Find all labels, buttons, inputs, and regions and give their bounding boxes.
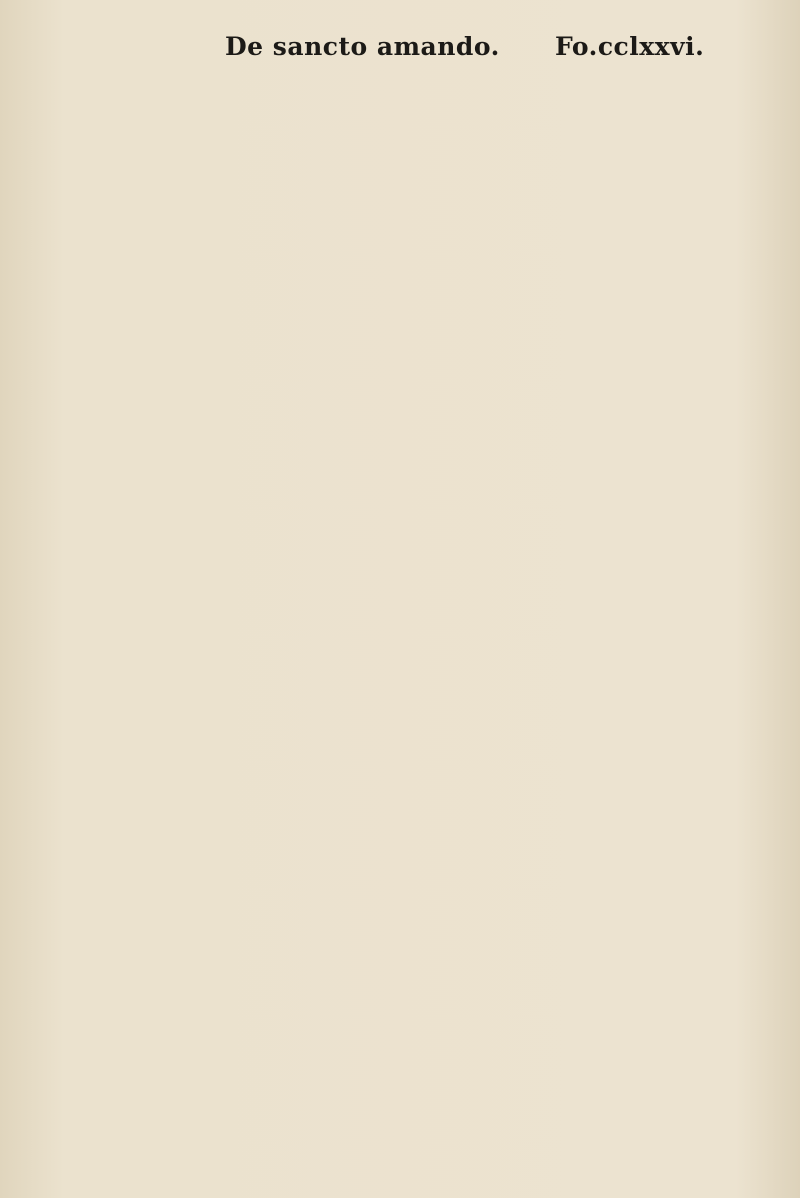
text-column-left [62, 73, 358, 1153]
text-column-right [363, 73, 659, 1153]
page-header [0, 30, 800, 70]
folio-number: Fo.cclxxvi. [555, 32, 705, 61]
running-head: De sancto amando. [225, 32, 500, 61]
